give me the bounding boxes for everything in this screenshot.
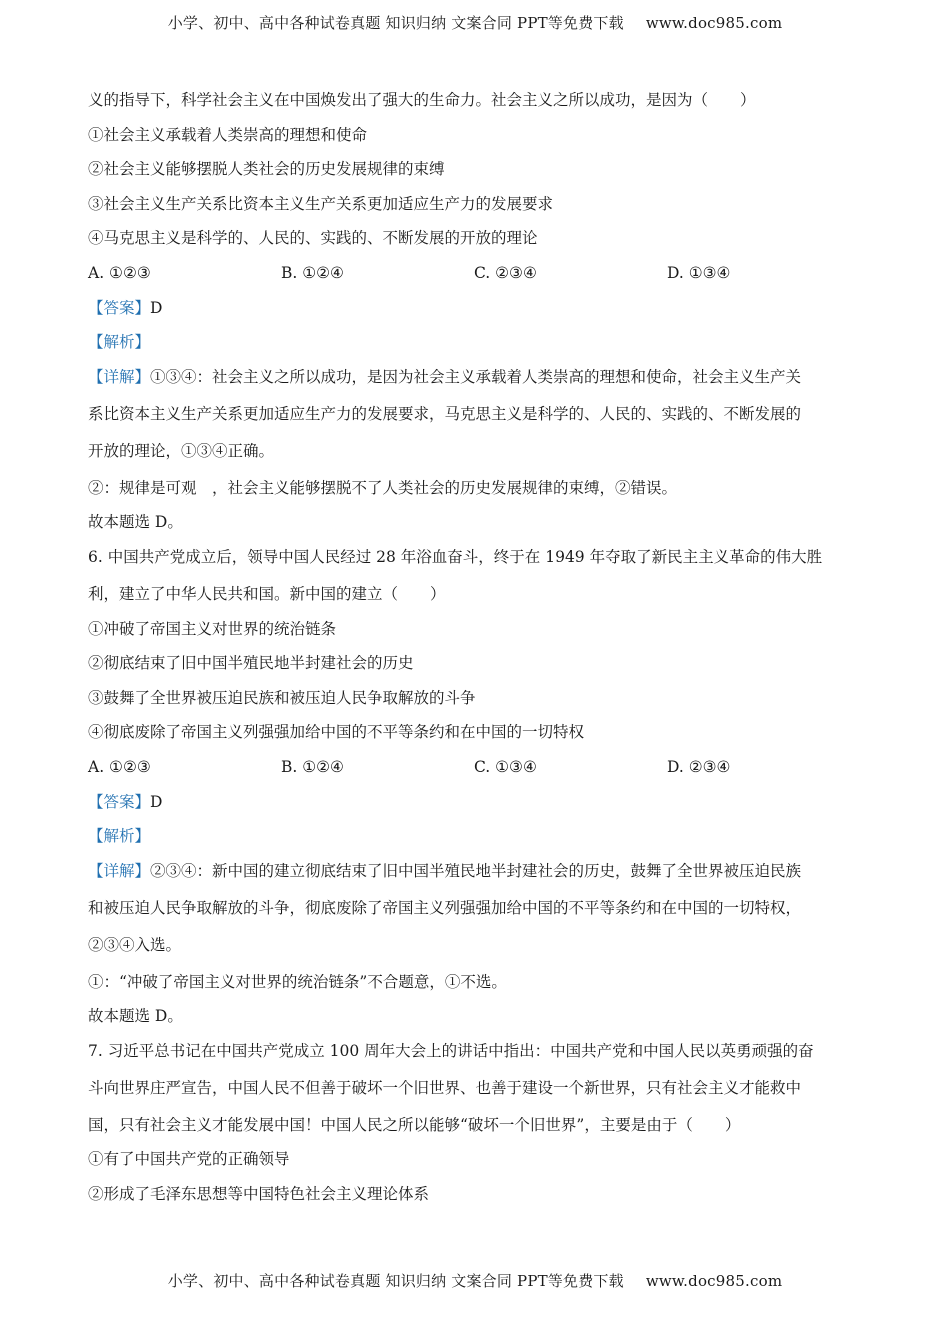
- q6-conclusion: 故本题选 D。: [88, 1007, 183, 1026]
- page-header: [0, 12, 950, 33]
- q6-option-b: B. ①②④: [281, 757, 344, 776]
- q6-stem-line-1: 6. 中国共产党成立后，领导中国人民经过 28 年浴血奋斗，终于在 1949 年夺取了新民主主义革命的伟大胜: [88, 547, 823, 566]
- q7-stem-line-2: 斗向世界庄严宣告，中国人民不但善于破坏一个旧世界、也善于建设一个新世界，只有社会主义才能救中: [88, 1078, 802, 1097]
- q6-detail-line-1: 【详解】②③④：新中国的建立彻底结束了旧中国半殖民地半封建社会的历史，鼓舞了全世界被压迫民族: [88, 861, 802, 880]
- q5-item-2: ②社会主义能够摆脱人类社会的历史发展规律的束缚: [88, 160, 445, 179]
- q6-stem-line-2: 利，建立了中华人民共和国。新中国的建立（ ）: [88, 584, 446, 603]
- q6-detail-line-3: ②③④入选。: [88, 935, 182, 954]
- q5-detail-tag: 【详解】: [88, 367, 151, 386]
- q5-answer-value: D: [150, 298, 163, 317]
- q7-item-1: ①有了中国共产党的正确领导: [88, 1150, 290, 1169]
- q6-detail-line-2: 和被压迫人民争取解放的斗争，彻底废除了帝国主义列强强加给中国的不平等条约和在中国的一切特权，: [88, 898, 802, 917]
- q6-option-a: A. ①②③: [88, 757, 151, 776]
- q5-detail-line-1: 【详解】①③④：社会主义之所以成功，是因为社会主义承载着人类崇高的理想和使命，社会主义生产关: [88, 367, 802, 386]
- q6-item-3: ③鼓舞了全世界被压迫民族和被压迫人民争取解放的斗争: [88, 688, 476, 707]
- q6-item-1: ①冲破了帝国主义对世界的统治链条: [88, 619, 337, 638]
- q6-wrong-line: ①：“冲破了帝国主义对世界的统治链条”不合题意，①不选。: [88, 972, 507, 991]
- footer-site-link[interactable]: www.doc985.com: [645, 1272, 783, 1290]
- q5-analysis-tag: 【解析】: [88, 333, 151, 352]
- q6-options: [88, 753, 860, 788]
- q6-answer-tag: 【答案】: [88, 792, 151, 811]
- q5-item-1: ①社会主义承载着人类崇高的理想和使命: [88, 125, 368, 144]
- q5-answer: [88, 294, 860, 329]
- q5-detail-line-2: 系比资本主义生产关系更加适应生产力的发展要求，马克思主义是科学的、人民的、实践的、不断发展的: [88, 404, 802, 423]
- header-text: 小学、初中、高中各种试卷真题 知识归纳 文案合同 PPT等免费下载: [167, 14, 624, 32]
- q5-options: [88, 259, 860, 294]
- q6-analysis-tag: 【解析】: [88, 827, 151, 846]
- document-body: [88, 86, 860, 1215]
- q7-item-2: ②形成了毛泽东思想等中国特色社会主义理论体系: [88, 1185, 430, 1204]
- q7-stem-line-1: 7. 习近平总书记在中国共产党成立 100 周年大会上的讲话中指出：中国共产党和中国人民以英勇顽强的奋: [88, 1041, 814, 1060]
- q5-answer-tag: 【答案】: [88, 298, 151, 317]
- q5-conclusion: 故本题选 D。: [88, 513, 183, 532]
- q5-option-b: B. ①②④: [281, 263, 344, 282]
- q5-wrong-line: ②：规律是可观 ，社会主义能够摆脱不了人类社会的历史发展规律的束缚，②错误。: [88, 478, 678, 497]
- q6-item-2: ②彻底结束了旧中国半殖民地半封建社会的历史: [88, 654, 414, 673]
- header-site-link[interactable]: www.doc985.com: [645, 14, 783, 32]
- q5-detail-line-3: 开放的理论，①③④正确。: [88, 441, 275, 460]
- q6-answer: [88, 788, 860, 823]
- q5-option-c: C. ②③④: [474, 263, 537, 282]
- q5-option-d: D. ①③④: [667, 263, 731, 282]
- q6-option-d: D. ②③④: [667, 757, 731, 776]
- q5-stem-line: 义的指导下，科学社会主义在中国焕发出了强大的生命力。社会主义之所以成功，是因为（ ）: [88, 91, 756, 109]
- q5-option-a: A. ①②③: [88, 263, 151, 282]
- q6-option-c: C. ①③④: [474, 757, 537, 776]
- q5-item-4: ④马克思主义是科学的、人民的、实践的、不断发展的开放的理论: [88, 229, 538, 248]
- q6-item-4: ④彻底废除了帝国主义列强强加给中国的不平等条约和在中国的一切特权: [88, 723, 585, 742]
- q7-stem-line-3: 国，只有社会主义才能发展中国！中国人民之所以能够“破坏一个旧世界”，主要是由于（ ）: [88, 1115, 741, 1134]
- q5-item-3: ③社会主义生产关系比资本主义生产关系更加适应生产力的发展要求: [88, 194, 554, 213]
- q6-detail-tag: 【详解】: [88, 861, 151, 880]
- footer-text: 小学、初中、高中各种试卷真题 知识归纳 文案合同 PPT等免费下载: [167, 1272, 624, 1290]
- page-footer: [0, 1270, 950, 1291]
- q6-answer-value: D: [150, 792, 163, 811]
